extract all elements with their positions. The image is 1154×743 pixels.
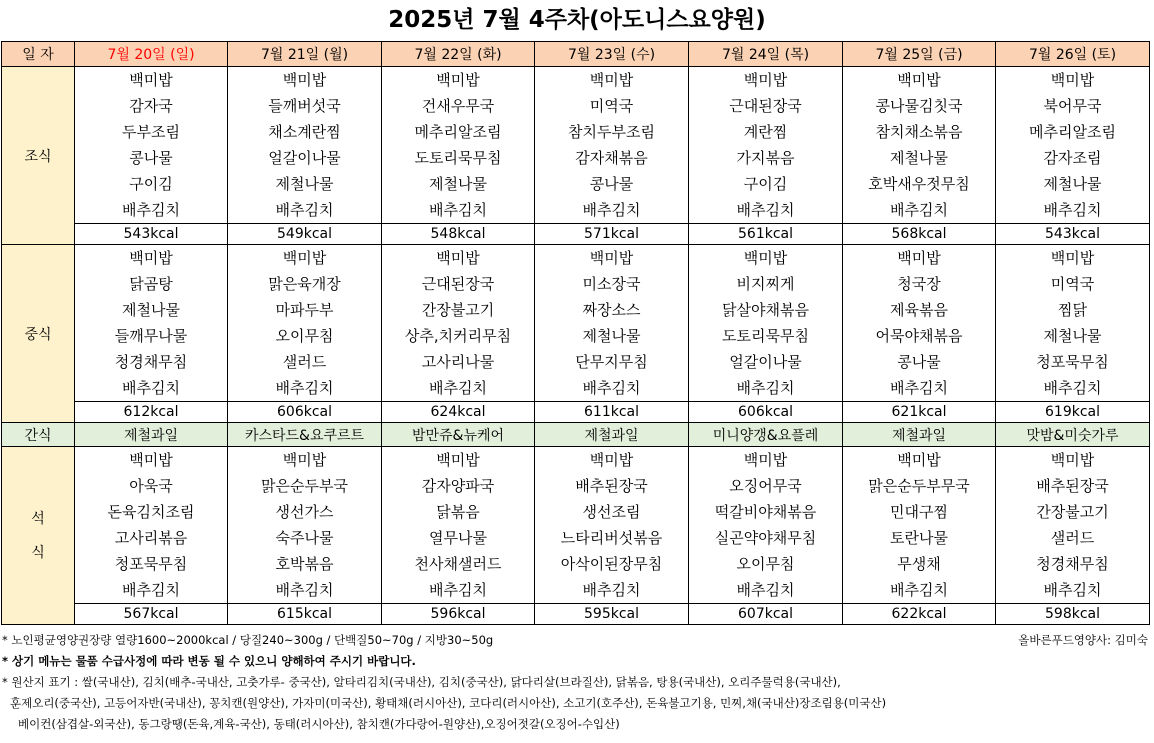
change-notice: * 상기 메뉴는 물품 수급사정에 따라 변동 될 수 있으니 양해하여 주시기 바랍니다. [2,654,416,668]
menu-item: 참치두부조림 [568,123,655,141]
lunch-kcal-6: 619kcal [996,402,1150,423]
menu-item: 단무지무침 [575,353,648,371]
dinner-day-4 [689,447,843,604]
notes-section [2,630,1152,735]
menu-item: 백미밥 [1050,451,1095,469]
lunch-kcal-0: 612kcal [75,402,228,423]
menu-item: 백미밥 [282,451,327,469]
menu-item: 제육볶음 [890,301,948,319]
menu-item: 어묵야채볶음 [875,327,963,345]
menu-item: 배추김치 [736,201,795,219]
menu-item: 도토리묵무침 [414,149,502,167]
menu-item: 샐러드 [1050,529,1095,547]
breakfast-items-0 [75,67,227,223]
menu-item: 호박새우젓무침 [868,175,970,193]
dinner-day-1 [228,447,382,604]
lunch-kcal-4: 606kcal [689,402,843,423]
menu-item: 배추김치 [890,581,948,599]
menu-item: 배추김치 [582,581,641,599]
lunch-day-1 [228,245,382,402]
menu-item: 천사채샐러드 [414,555,502,573]
menu-item: 아욱국 [129,477,173,495]
lunch-kcal-2: 624kcal [382,402,535,423]
menu-item: 닭볶음 [436,503,480,521]
menu-item: 청국장 [897,275,941,293]
menu-item: 돈육김치조림 [107,503,195,521]
menu-item: 근대된장국 [729,97,802,115]
menu-item: 미역국 [1050,275,1095,293]
menu-item: 배추김치 [736,581,795,599]
menu-item: 배추김치 [429,201,487,219]
menu-item: 상추,치커리무침 [404,327,512,345]
menu-item: 백미밥 [129,451,173,469]
breakfast-kcal-2: 548kcal [382,224,535,245]
menu-item: 배추김치 [582,201,641,219]
menu-item: 건새우무국 [421,97,495,115]
menu-item: 고사리나물 [421,353,495,371]
day-header-3: 7월 23일 (수) [535,42,689,67]
dinner-row [2,447,1150,604]
dinner-kcal-0: 567kcal [75,604,228,625]
menu-item: 구이김 [743,175,788,193]
breakfast-items-5 [843,67,995,223]
dietitian-credit: 올바른푸드영양사: 김미숙 [1018,633,1148,647]
breakfast-items-1 [228,67,381,223]
menu-item: 배추김치 [1043,201,1102,219]
menu-item: 호박볶음 [275,555,334,573]
menu-item: 백미밥 [897,451,941,469]
menu-item: 배추된장국 [575,477,648,495]
dinner-day-0 [75,447,228,604]
menu-item: 간장불고기 [1036,503,1109,521]
menu-item: 미소장국 [582,275,641,293]
menu-item: 제철나물 [275,175,334,193]
menu-item: 콩나물 [589,175,634,193]
menu-item: 제철나물 [1043,327,1102,345]
day-header-6: 7월 26일 (토) [996,42,1150,67]
menu-item: 백미밥 [743,451,788,469]
dinner-items-1 [228,447,381,603]
breakfast-row [2,67,1150,224]
page-title: 2025년 7월 4주차(아도니스요양원) [388,7,766,33]
snack-day-2: 밤만쥬&뉴케어 [382,423,535,447]
menu-item: 배추김치 [122,379,180,397]
dinner-label [2,447,75,625]
menu-item: 백미밥 [129,71,173,89]
menu-item: 배추김치 [275,201,334,219]
breakfast-day-2 [382,67,535,224]
menu-item: 메추리알조림 [1029,123,1116,141]
lunch-kcal-1: 606kcal [228,402,382,423]
menu-item: 배추김치 [429,581,487,599]
lunch-items-4 [689,245,842,401]
breakfast-kcal-4: 561kcal [689,224,843,245]
dinner-kcal-3: 595kcal [535,604,689,625]
menu-item: 얼갈이나물 [268,149,341,167]
menu-item: 콩나물 [897,353,941,371]
snack-row [2,423,1150,447]
breakfast-kcal-6: 543kcal [996,224,1150,245]
menu-item: 백미밥 [743,71,788,89]
menu-item: 민대구찜 [890,503,948,521]
breakfast-kcal-3: 571kcal [535,224,689,245]
menu-item: 백미밥 [897,249,941,267]
origin-note-1: * 원산지 표기 : 쌀(국내산), 김치(배추-국내산, 고춧가루- 중국산), 알타리김치(국내산), 김치(중국산), 닭다리살(브라질산), 닭볶음, 탕용(국내산), 오리주물럭용(국내산), [2,675,841,689]
menu-item: 백미밥 [897,71,941,89]
day-header-2: 7월 22일 (화) [382,42,535,67]
menu-item: 미역국 [589,97,634,115]
lunch-kcal-5: 621kcal [843,402,996,423]
menu-item: 백미밥 [436,451,480,469]
menu-item: 백미밥 [589,71,634,89]
lunch-items-0 [75,245,227,401]
menu-item: 참치채소볶음 [875,123,963,141]
menu-item: 도토리묵무침 [722,327,809,345]
dinner-items-5 [843,447,995,603]
lunch-row [2,245,1150,402]
lunch-label: 중식 [2,245,75,423]
menu-item: 제철나물 [122,301,180,319]
breakfast-day-1 [228,67,382,224]
menu-item: 청경채무침 [114,353,188,371]
breakfast-day-6 [996,67,1150,224]
menu-item: 얼갈이나물 [729,353,802,371]
day-header-5: 7월 25일 (금) [843,42,996,67]
dinner-kcal-2: 596kcal [382,604,535,625]
menu-item: 들깨버섯국 [268,97,341,115]
menu-item: 마파두부 [275,301,334,319]
menu-item: 맑은순두부국 [261,477,348,495]
menu-item: 감자채볶음 [575,149,648,167]
menu-item: 배추김치 [275,379,334,397]
dinner-kcal-4: 607kcal [689,604,843,625]
dinner-items-3 [535,447,688,603]
menu-item: 배추김치 [1043,379,1102,397]
menu-item: 들깨무나물 [114,327,188,345]
dinner-day-6 [996,447,1150,604]
dinner-items-2 [382,447,534,603]
breakfast-kcal-5: 568kcal [843,224,996,245]
menu-item: 제철나물 [582,327,641,345]
weekly-menu-table [1,41,1150,625]
menu-item: 제철나물 [429,175,487,193]
menu-item: 오이무침 [736,555,795,573]
menu-item: 오이무침 [275,327,334,345]
origin-note-2: 훈제오리(중국산), 고등어자반(국내산), 꽁치캔(원양산), 가자미(미국산), 황태채(러시아산), 코다리(러시아산), 소고기(호주산), 돈육불고기용, 민찌,채(국내산)장조림용(미국산) [10,696,887,710]
snack-day-3: 제철과일 [535,423,689,447]
dinner-kcal-6: 598kcal [996,604,1150,625]
dinner-label-part-0: 석 [31,510,45,527]
menu-item: 실곤약야채무침 [714,529,817,547]
menu-item: 백미밥 [282,249,327,267]
menu-item: 메추리알조림 [414,123,502,141]
menu-item: 가지볶음 [736,149,795,167]
menu-item: 생선조림 [582,503,641,521]
snack-day-0: 제철과일 [75,423,228,447]
breakfast-day-4 [689,67,843,224]
menu-item: 닭살야채볶음 [722,301,809,319]
menu-item: 샐러드 [282,353,327,371]
origin-note-3: 베이컨(삼겹살-외국산), 동그랑땡(돈육,계육-국산), 동태(러시아산), 참치캔(가다랑어-원양산),오징어젓갈(오징어-수입산) [18,717,620,731]
dinner-items-6 [996,447,1149,603]
menu-item: 배추김치 [275,581,334,599]
menu-item: 생선가스 [275,503,334,521]
lunch-items-3 [535,245,688,401]
menu-item: 느타리버섯볶음 [560,529,663,547]
breakfast-day-3 [535,67,689,224]
menu-item: 콩나물김칫국 [875,97,963,115]
menu-item: 배추김치 [1043,581,1102,599]
menu-item: 청포묵무침 [114,555,188,573]
menu-item: 아삭이된장무침 [560,555,663,573]
menu-item: 비지찌게 [736,275,795,293]
menu-item: 떡갈비야채볶음 [714,503,817,521]
menu-item: 토란나물 [890,529,948,547]
menu-item: 근대된장국 [421,275,495,293]
dinner-items-4 [689,447,842,603]
menu-item: 배추김치 [890,201,948,219]
menu-item: 간장불고기 [421,301,495,319]
menu-item: 백미밥 [282,71,327,89]
lunch-items-2 [382,245,534,401]
menu-item: 오징어무국 [729,477,802,495]
day-header-4: 7월 24일 (목) [689,42,843,67]
menu-item: 제철나물 [1043,175,1102,193]
breakfast-day-5 [843,67,996,224]
lunch-day-2 [382,245,535,402]
breakfast-items-4 [689,67,842,223]
menu-item: 배추김치 [736,379,795,397]
menu-item: 백미밥 [1050,71,1095,89]
dinner-label-part-1: 식 [31,544,45,561]
dinner-day-3 [535,447,689,604]
breakfast-kcal-row [2,224,1150,245]
menu-item: 감자조림 [1043,149,1102,167]
dinner-items-0 [75,447,227,603]
lunch-day-3 [535,245,689,402]
menu-item: 백미밥 [1050,249,1095,267]
dinner-kcal-5: 622kcal [843,604,996,625]
breakfast-items-6 [996,67,1149,223]
dinner-day-5 [843,447,996,604]
menu-item: 두부조림 [122,123,180,141]
menu-item: 백미밥 [743,249,788,267]
day-header-0: 7월 20일 (일) [75,42,228,67]
menu-item: 닭곰탕 [129,275,173,293]
snack-day-4: 미니양갱&요플레 [689,423,843,447]
menu-item: 채소계란찜 [268,123,341,141]
menu-item: 구이김 [129,175,173,193]
menu-item: 백미밥 [436,71,480,89]
dinner-kcal-1: 615kcal [228,604,382,625]
breakfast-items-2 [382,67,534,223]
lunch-day-6 [996,245,1150,402]
menu-item: 청경채무침 [1036,555,1109,573]
header-row [2,42,1150,67]
menu-item: 콩나물 [129,149,173,167]
lunch-day-5 [843,245,996,402]
dinner-kcal-row [2,604,1150,625]
breakfast-label: 조식 [2,67,75,245]
menu-item: 청포묵무침 [1036,353,1109,371]
menu-item: 배추김치 [890,379,948,397]
snack-label: 간식 [2,423,75,447]
menu-item: 배추김치 [122,201,180,219]
breakfast-items-3 [535,67,688,223]
lunch-kcal-row [2,402,1150,423]
breakfast-kcal-0: 543kcal [75,224,228,245]
menu-item: 찜닭 [1058,301,1087,319]
lunch-day-4 [689,245,843,402]
menu-item: 감자양파국 [421,477,495,495]
breakfast-kcal-1: 549kcal [228,224,382,245]
lunch-kcal-3: 611kcal [535,402,689,423]
snack-day-1: 카스타드&요쿠르트 [228,423,382,447]
snack-day-5: 제철과일 [843,423,996,447]
menu-item: 배추된장국 [1036,477,1109,495]
menu-item: 맑은육개장 [268,275,341,293]
menu-item: 열무나물 [429,529,487,547]
day-header-1: 7월 21일 (월) [228,42,382,67]
breakfast-day-0 [75,67,228,224]
menu-item: 백미밥 [589,249,634,267]
dinner-day-2 [382,447,535,604]
lunch-items-1 [228,245,381,401]
menu-item: 계란찜 [743,123,788,141]
menu-item: 숙주나물 [275,529,334,547]
menu-item: 배추김치 [582,379,641,397]
menu-item: 백미밥 [589,451,634,469]
menu-item: 북어무국 [1043,97,1102,115]
nutrition-note: * 노인평균영양권장량 열량1600~2000kcal / 당질240~300g / 단백질50~70g / 지방30~50g [2,633,494,647]
menu-item: 무생채 [897,555,941,573]
menu-item: 고사리볶음 [114,529,188,547]
menu-item: 백미밥 [436,249,480,267]
lunch-items-6 [996,245,1149,401]
menu-item: 배추김치 [429,379,487,397]
date-label-cell: 일 자 [2,42,75,67]
menu-item: 제철나물 [890,149,948,167]
snack-day-6: 맛밤&미숫가루 [996,423,1150,447]
lunch-items-5 [843,245,995,401]
menu-item: 감자국 [129,97,173,115]
menu-item: 맑은순두부무국 [868,477,970,495]
menu-item: 백미밥 [129,249,173,267]
lunch-day-0 [75,245,228,402]
menu-item: 배추김치 [122,581,180,599]
menu-item: 짜장소스 [582,301,641,319]
